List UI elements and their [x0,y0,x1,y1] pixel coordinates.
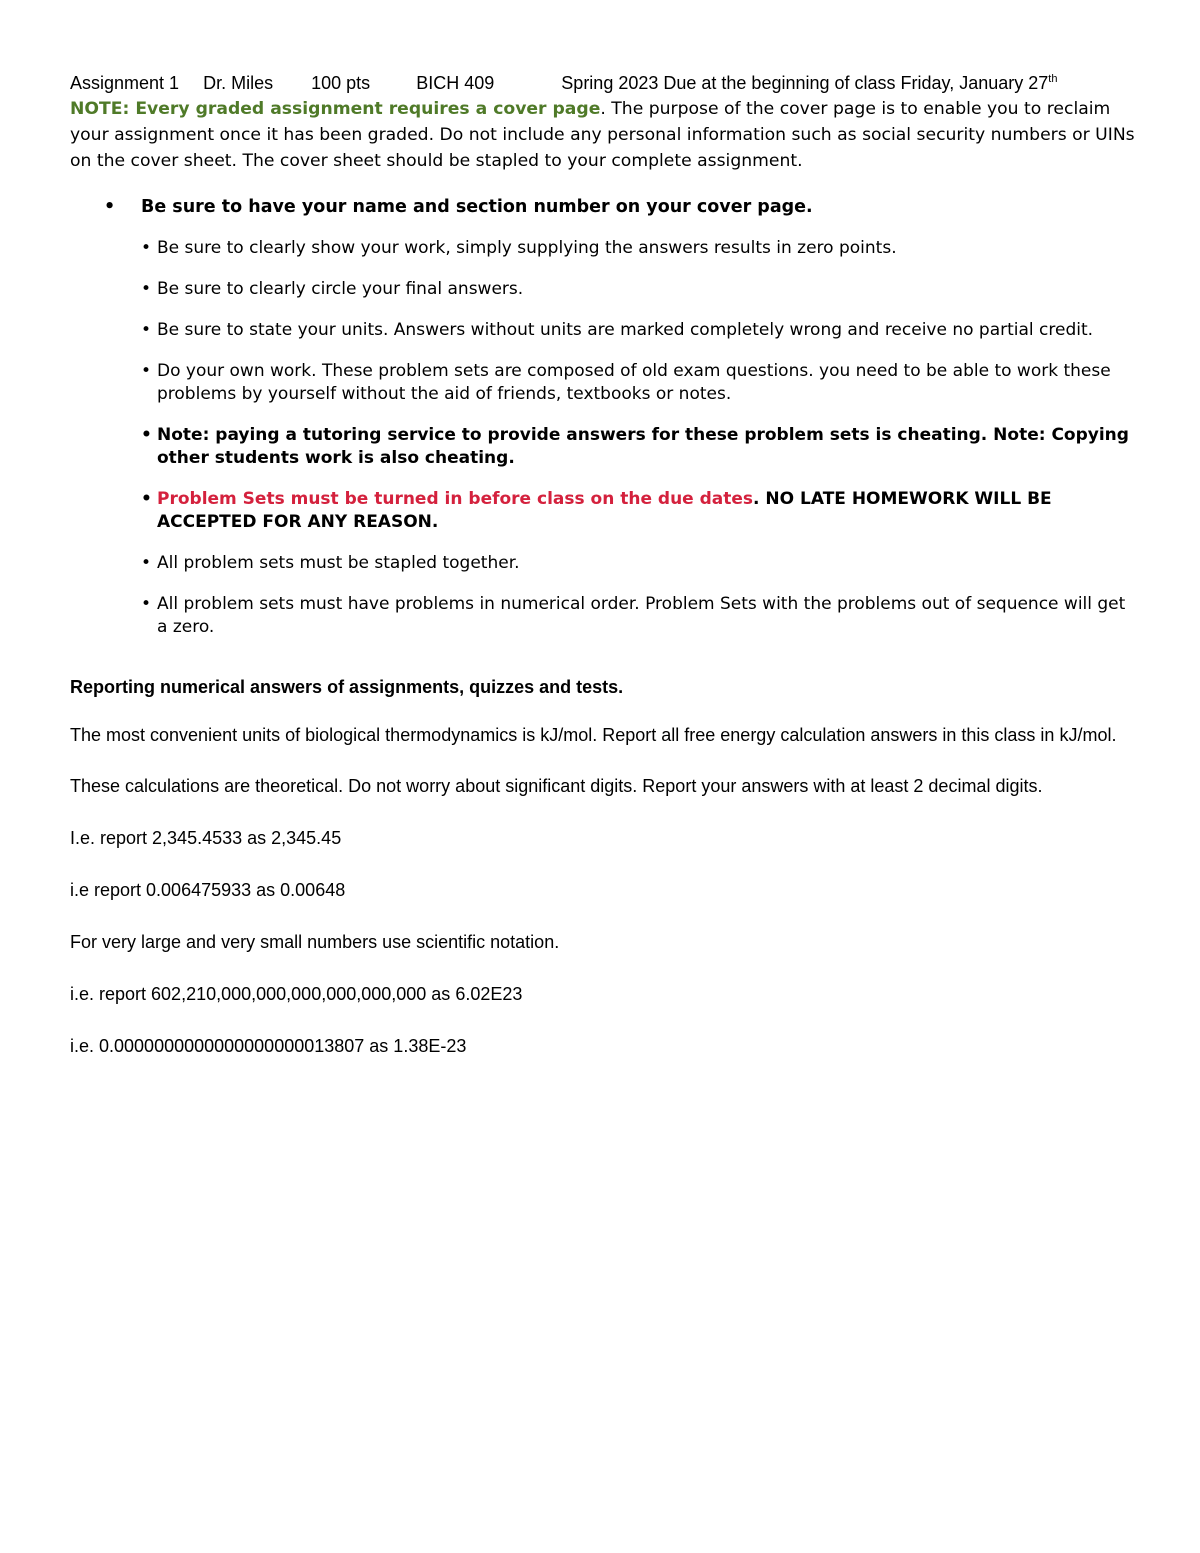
paragraph: I.e. report 2,345.4533 as 2,345.45 [70,828,342,848]
list-item: • Note: paying a tutoring service to provide answers for these problem sets is cheating. Note: Copying other students work is also cheating. [141,425,1129,468]
bullet-icon: • [141,279,152,299]
assignment-header [70,70,1135,96]
cover-page-text: . The purpose of the cover page is to enable you to reclaim your assignment once it has been graded. Do not include any personal information such as social security numbers or UINs on the cover sheet. The cover sheet should be stapled to your complete assignment. [70,99,1135,171]
course-code: BICH 409 [416,73,495,93]
bullet-icon: • [141,320,152,340]
bullet-icon: • [141,238,152,258]
bullet-icon: • [104,197,116,217]
paragraph: i.e report 0.006475933 as 0.00648 [70,880,346,900]
list-item: • Be sure to clearly circle your final answers. [141,279,524,299]
reporting-section [70,674,1135,1062]
cover-page-note: NOTE: Every graded assignment requires a cover page [70,99,601,119]
term-due-date: Spring 2023 Due at the beginning of class Friday, January 27th [561,73,1058,93]
document-page [70,70,1135,1062]
list-item: • All problem sets must have problems in numerical order. Problem Sets with the problems out of sequence will get a zero. [141,594,1126,637]
instructor-name: Dr. Miles [203,73,274,93]
bullet-icon: • [141,361,152,381]
bullet-icon: • [141,594,152,614]
assignment-number: Assignment 1 [70,73,180,93]
late-policy-red: Problem Sets must be turned in before class on the due dates [157,489,754,509]
list-item: • Be sure to clearly show your work, simply supplying the answers results in zero points. [141,238,897,258]
late-policy-text: . NO LATE HOMEWORK WILL BE ACCEPTED FOR ANY REASON. [157,489,1052,532]
list-item: • Be sure to have your name and section number on your cover page. [104,197,813,217]
paragraph: i.e. 0.0000000000000000000013807 as 1.38E-23 [70,1036,467,1056]
list-item: • Be sure to state your units. Answers without units are marked completely wrong and receive no partial credit. [141,320,1094,340]
bullet-icon: • [141,425,152,445]
paragraph: The most convenient units of biological thermodynamics is kJ/mol. Report all free energy calculation answers in this class in kJ/mol. [70,725,1117,745]
paragraph: i.e. report 602,210,000,000,000,000,000,000 as 6.02E23 [70,984,523,1004]
points-value: 100 pts [311,73,371,93]
paragraph: For very large and very small numbers use scientific notation. [70,932,560,952]
cover-page-notice [70,96,1135,174]
list-item-late-policy [70,488,1135,534]
list-item: • All problem sets must be stapled together. [141,553,520,573]
rules-list [70,196,1135,639]
bullet-icon: • [141,489,152,509]
section-title: Reporting numerical answers of assignments, quizzes and tests. [70,677,624,697]
list-item: • Do your own work. These problem sets are composed of old exam questions. you need to be able to work these problems by yourself without the aid of friends, textbooks or notes. [141,361,1111,404]
bullet-icon: • [141,553,152,573]
paragraph: These calculations are theoretical. Do not worry about significant digits. Report your answers with at least 2 decimal digits. [70,776,1043,796]
